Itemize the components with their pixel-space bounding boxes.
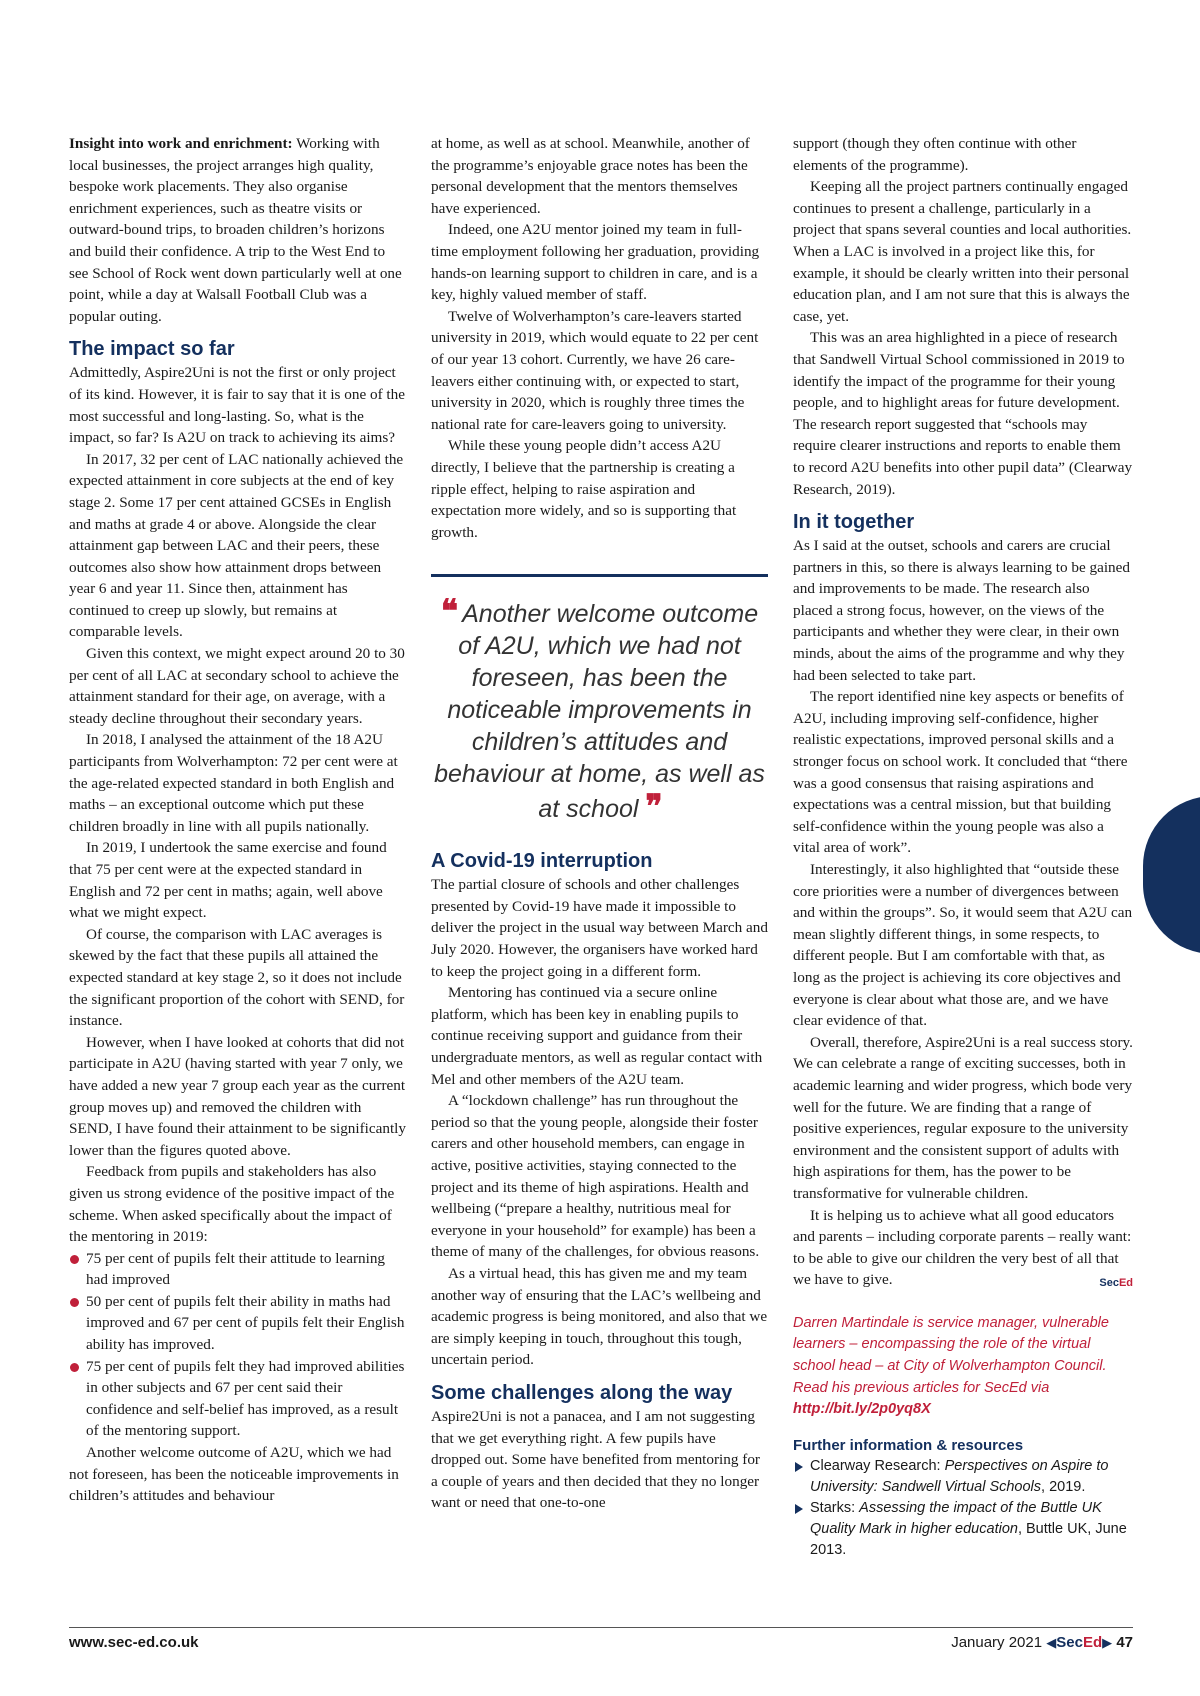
author-bio (793, 1313, 1133, 1421)
body-paragraph: The partial closure of schools and other challenges presented by Covid-19 have made it impossible to deliver the project in the usual way between March and July 2020. However, the organisers have worked hard to keep the project going in a different form. (431, 876, 768, 980)
body-paragraph: While these young people didn’t access A2U directly, I believe that the partnership is creating a ripple effect, helping to raise aspiration and expectation more widely, and so is supporting that growth. (431, 437, 737, 541)
reference-author: Starks: (810, 1500, 860, 1517)
body-paragraph: Twelve of Wolverhampton’s care-leavers started university in 2019, which would equate to 22 per cent of our year 13 cohort. Currently, we have 26 care-leavers either continuing with, or expected to start, university in 2020, which is roughly three times the national rate for care-leavers going to university. (431, 307, 759, 433)
body-paragraph: at home, as well as at school. Meanwhile, another of the programme’s enjoyable grace notes has been the personal development that the mentors themselves have experienced. (431, 135, 750, 217)
body-paragraph: The report identified nine key aspects or benefits of A2U, including improving self-confidence, higher realistic expectations, improved personal skills and a stronger focus on school work. It concluded that “there was a good consensus that raising aspirations and expectations was a central mission, but that building self-confidence within the young people was also a vital area of work”. (793, 688, 1128, 857)
body-paragraph: In 2019, I undertook the same exercise and found that 75 per cent were at the expected standard in English and 72 per cent in maths; again, well above what we might expect. (69, 839, 387, 922)
closing-text: It is helping us to achieve what all good educators and parents – including corporate parents – really want: to be able to give our children the very best of all that we have to give. (793, 1206, 1132, 1289)
body-paragraph: Of course, the comparison with LAC averages is skewed by the fact that these pupils all attained the expected standard at key stage 2, so it does not include the significant proportion of the cohort with SEND, for instance. (69, 925, 405, 1030)
body-paragraph: However, when I have looked at cohorts that did not participate in A2U (having started with year 7 only, we have added a new year 7 group each year as the current group moves up) and removed the children with SEND, I have found their attainment to be significantly lower than the figures quoted above. (69, 1033, 406, 1159)
body-paragraph (793, 1205, 1133, 1291)
right-arrow-icon: ▶ (1102, 1635, 1113, 1650)
body-paragraph: A “lockdown challenge” has run throughout the period so that the young people, alongside their foster carers and other household members, can engage in active, positive activities, staying connected to the project and its theme of high aspirations. Health and wellbeing (“prepare a healthy, nutritious meal for everyone in your household” for example) has been a theme of many of the challenges, for obvious reasons. (431, 1092, 760, 1261)
left-arrow-icon: ◀ (1046, 1635, 1057, 1650)
footer-brand-ed: Ed (1082, 1634, 1103, 1651)
footer-rule (69, 1627, 1133, 1628)
body-paragraph: support (though they often continue with other elements of the programme). (793, 135, 1077, 174)
heading-covid-interruption: A Covid-19 interruption (431, 850, 653, 873)
impact-bullet-list (69, 1248, 406, 1442)
author-bio-link[interactable]: http://bit.ly/2p0yq8X (793, 1401, 931, 1418)
body-paragraph: Given this context, we might expect around 20 to 30 per cent of all LAC at secondary school to achieve the attainment standard for their age, on average, with a steady decline throughout their secondary years. (69, 645, 405, 727)
reference-list (793, 1456, 1133, 1561)
heading-impact-so-far: The impact so far (69, 338, 235, 361)
body-paragraph: In 2018, I analysed the attainment of the 18 A2U participants from Wolverhampton: 72 per cent were at the age-related expected standard in both English and maths – an exceptional outcome which put these children broadly in line with all pupils nationally. (69, 731, 398, 835)
body-paragraph: Interestingly, it also highlighted that “outside these core priorities were a number of divergences between and within the groups”. So, it would seem that A2U can mean slightly different things, in some respects, to different people. But I am comfortable with that, as long as the project is achieving its core objectives and everyone is clear about what those are, and we have clear evidence of that. (793, 861, 1133, 1030)
bullet-item: 50 per cent of pupils felt their ability in maths had improved and 67 per cent of pupils felt their English ability has improved. (69, 1291, 406, 1356)
column-3 (793, 133, 1133, 1561)
footer-url[interactable]: www.sec-ed.co.uk (69, 1634, 199, 1651)
end-mark-ed: Ed (1118, 1277, 1133, 1290)
body-paragraph: Keeping all the project partners continually engaged continues to present a challenge, particularly in a project that spans several counties and local authorities. When a LAC is involved in a project like this, for example, it should be clearly written into their personal education plan, and I am not sure that this is always the case, yet. (793, 178, 1132, 325)
body-paragraph: As I said at the outset, schools and carers are crucial partners in this, so there is always learning to be gained and improvements to be made. The research also placed a strong focus, however, on the views of the participants and whether they were clear, in their own minds, about the aims of the programme and why they had been selected to take part. (793, 537, 1130, 684)
further-info-heading: Further information & resources (793, 1436, 1024, 1454)
seced-end-mark (1082, 1273, 1133, 1295)
footer-brand-sec: Sec (1056, 1634, 1083, 1651)
pull-quote-text: Another welcome outcome of A2U, which we had not foreseen, has been the noticeable improvements in children’s attitudes and behaviour at home, as well as at school (434, 600, 765, 824)
intro-paragraph (69, 133, 406, 327)
column-1 (69, 133, 406, 1507)
bullet-item: 75 per cent of pupils felt their attitude to learning had improved (69, 1248, 406, 1291)
heading-challenges: Some challenges along the way (431, 1381, 733, 1404)
page-number: 47 (1116, 1634, 1133, 1651)
body-paragraph: This was an area highlighted in a piece of research that Sandwell Virtual School commissioned in 2019 to identify the impact of the programme for their young people, and to highlight areas for future development. The research report suggested that “schools may require clearer instructions and reports to enable them to record A2U benefits into other pupil data” (Clearway Research, 2019). (793, 329, 1133, 498)
bullet-item: 75 per cent of pupils felt they had improved abilities in other subjects and 67 per cent said their confidence and self-belief has improved, as a result of the mentoring support. (69, 1356, 406, 1442)
open-quote-icon: ❝ (440, 592, 457, 631)
author-bio-text: Darren Martindale is service manager, vulnerable learners – encompassing the role of the virtual school head – at City of Wolverhampton Council. Read his previous articles for SecEd via (793, 1314, 1109, 1396)
body-paragraph: Aspire2Uni is not a panacea, and I am not suggesting that we get everything right. A few pupils have dropped out. Some have benefited from mentoring for a couple of years and then decided that they no longer want or need that one-to-one (431, 1407, 760, 1512)
body-paragraph: Mentoring has continued via a secure online platform, which has been key in enabling pupils to continue receiving support and guidance from their undergraduate mentors, as well as regular contact with Mel and other members of the A2U team. (431, 984, 763, 1088)
column-2 (431, 133, 768, 1514)
body-paragraph: Another welcome outcome of A2U, which we had not foreseen, has been the noticeable improvements in children’s attitudes and behaviour (69, 1444, 399, 1505)
intro-text: Working with local businesses, the project arranges high quality, bespoke work placements. They also organise enrichment experiences, such as theatre visits or outward-bound trips, to broaden children’s horizons and build their confidence. A trip to the West End to see School of Rock went down particularly well at one point, while a day at Walsall Football Club was a popular outing. (69, 135, 402, 325)
footer-page-info (951, 1634, 1133, 1651)
body-paragraph: Indeed, one A2U mentor joined my team in full-time employment following her graduation, providing hands-on learning support to children in care, and is a key, highly valued member of staff. (431, 221, 760, 304)
footer-date: January 2021 (951, 1634, 1043, 1651)
intro-lead: Insight into work and enrichment: (69, 135, 293, 152)
reference-details: , 2019. (1041, 1479, 1086, 1496)
section-tab-decoration (1143, 796, 1200, 954)
body-paragraph: Admittedly, Aspire2Uni is not the first or only project of its kind. However, it is fair to say that it is one of the most successful and long-lasting. So, what is the impact, so far? Is A2U on track to achieving its aims? (69, 364, 405, 447)
reference-author: Clearway Research: (810, 1458, 945, 1475)
reference-item (793, 1456, 1133, 1498)
end-mark-sec: Sec (1099, 1277, 1119, 1290)
body-paragraph: As a virtual head, this has given me and my team another way of ensuring that the LAC’s wellbeing and academic progress is being monitored, and also that we are simply keeping in touch, throughout this tough, uncertain period. (431, 1264, 768, 1369)
reference-details: , Buttle UK, June 2013. (810, 1521, 1127, 1559)
pull-quote (431, 574, 768, 825)
reference-title: Assessing the impact of the Buttle UK Quality Mark in higher education (810, 1500, 1102, 1538)
footer-brand (1056, 1634, 1102, 1651)
close-quote-icon: ❞ (645, 787, 661, 826)
body-paragraph: Feedback from pupils and stakeholders has also given us strong evidence of the positive impact of the scheme. When asked specifically about the impact of the mentoring in 2019: (69, 1163, 395, 1246)
body-paragraph: Overall, therefore, Aspire2Uni is a real success story. We can celebrate a range of exciting successes, both in academic learning and wider progress, which bode very well for the future. We are finding that a range of positive experiences, regular exposure to the university environment and the consistent support of adults with high aspirations for them, has the power to be transformative for vulnerable children. (793, 1033, 1133, 1202)
body-paragraph: In 2017, 32 per cent of LAC nationally achieved the expected attainment in core subjects at the end of key stage 2. Some 17 per cent attained GCSEs in English and maths at grade 4 or above. Alongside the clear attainment gap between LAC and their peers, these outcomes also show how attainment drops between year 6 and year 11. Since then, attainment has continued to creep up slowly, but remains at comparable levels. (69, 450, 404, 641)
heading-in-it-together: In it together (793, 511, 915, 534)
reference-item (793, 1498, 1133, 1561)
reference-title: Perspectives on Aspire to University: Sandwell Virtual Schools (810, 1458, 1109, 1496)
